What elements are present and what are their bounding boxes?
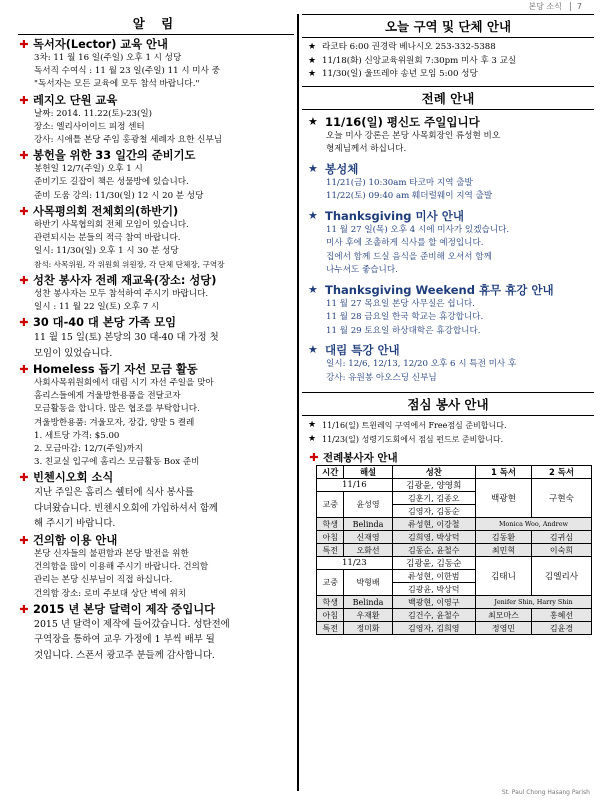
notice-heading [18,37,294,52]
service-table-body [317,479,592,635]
notice-line: 건의함을 많이 이용해 주시기 바랍니다. 건의함 [34,562,209,573]
notice-line: 날짜: 2014. 11.22(토)-23(일) [34,108,153,119]
notice-title: 독서자(Lector) 교육 안내 [33,38,168,51]
service-reading2: 이숙희 [532,544,592,557]
notice-heading [18,362,294,377]
service-row [317,531,592,544]
service-date: 11/16 [317,479,393,492]
service-commentary: 박형배 [344,570,392,596]
red-cross-icon: ✚ [19,204,29,218]
red-cross-icon: ✚ [19,602,29,616]
service-row [317,518,592,531]
service-reading2: 김엘리사 [532,557,592,596]
liturgy-body [302,224,594,278]
service-reading1: 김태니 [475,557,531,596]
notice-line: 강사: 시애틀 본당 주임 홍광철 세례자 요한 신부님 [34,135,223,146]
notice-line: 11 월 15 일(토) 본당의 30 대-40 대 가정 첫 [34,332,219,344]
service-eucharist: 류성현, 이강철 [392,518,475,531]
liturgy-line: 미사 후에 조촐하게 식사를 할 예정입니다. [326,238,484,248]
service-eucharist: 김훈기, 김종오 [392,492,475,505]
meal-item-text: 11/16(일) 트윈레익 구역에서 Free점심 준비합니다. [322,421,507,430]
liturgy-heading [302,282,594,298]
service-commentary: 오화선 [344,544,392,557]
liturgy-line: 11 월 28 금요일 한국 학교는 휴강합니다. [326,312,484,322]
service-time: 학생 [317,596,344,609]
notice-heading [18,93,294,108]
meal-item [302,433,594,447]
notice-heading [18,470,294,485]
service-reading2: 홍혜선 [532,609,592,622]
liturgy-line: 11/22(토) 09:40 am 훼더럴웨이 지역 출발 [326,191,493,201]
notice-line: 해 주시기 바랍니다. [34,518,116,530]
liturgy-body [302,358,594,385]
liturgy-line: 11/21(금) 10:30am 타코마 지역 출발 [326,177,473,188]
service-date-row [317,479,592,492]
service-eucharist: 김영자, 김동순 [392,505,475,518]
group-item-text: 11/30(일) 울뜨레야 송년 모임 5:00 성당 [322,69,478,79]
service-readings: Jenifer Shin, Harry Shin [475,596,591,609]
liturgy-line: 11 월 27 일(목) 오후 4 시에 미사가 있겠습니다. [326,224,510,235]
group-item [302,41,594,55]
liturgy-title-text: 대림 특강 안내 [325,343,400,357]
service-eucharist: 김건수, 윤철수 [392,609,475,622]
liturgy-heading [302,114,594,130]
service-reading1: 최모마스 [475,609,531,622]
notice-line: 2015 년 달력이 제작에 들어갔습니다. 성탄전에 [34,618,230,630]
notice-heading [18,148,294,163]
service-time: 특전 [317,544,344,557]
notice-line: 본당 신자들의 불편함과 본당 발전을 위한 [34,548,189,559]
liturgy-body [302,177,594,204]
service-eucharist: 김희영, 박상덕 [392,531,475,544]
notice-heading [18,204,294,219]
liturgy-line: 일시: 12/6, 12/13, 12/20 오후 6 시 특전 미사 후 [326,359,517,369]
notice-line: 관련되시는 분들의 적극 참여 바랍니다. [34,233,181,244]
notice-line: 참석: 사목위원, 각 위원회 위원장, 각 단체 단체장, 구역장 [34,260,225,270]
meal-item [302,419,594,433]
star-icon: ★ [308,69,317,79]
liturgy-title-text: Thanksgiving Weekend 휴무 휴강 안내 [325,282,554,297]
notice-line: 준비기도 길잡이 책은 성물방에 있습니다. [34,177,189,188]
liturgy-line: 집에서 함께 드실 음식을 준비해 오셔서 함께 [326,251,492,262]
star-icon: ★ [308,282,318,296]
liturgy-heading [302,342,594,358]
notice-body [18,330,294,361]
column-divider [297,14,299,791]
notice-line: 건의함 장소: 로비 주보대 상단 벽에 위치 [34,588,187,599]
notice-line: 일시 : 11 월 22 일(토) 오후 7 시 [34,301,160,312]
liturgy-title-text: 봉성체 [325,161,359,176]
liturgy-line: 11 월 27 목요일 본당 사무실은 쉽니다. [326,298,475,309]
notice-title: 사목평의회 전체회의(하반기) [33,204,179,218]
notice-line: 다녀왔습니다. 빈첸시오회에 가입하셔서 함께 [34,502,218,514]
service-eucharist: 김광윤, 박상덕 [392,583,475,596]
notice-title: 레지오 단원 교육 [33,93,118,107]
notice-title: 빈첸시오회 소식 [33,471,114,485]
service-commentary: Belinda [344,518,392,531]
notice-body [18,617,294,664]
red-cross-icon: ✚ [309,451,319,464]
col-reading2: 2 독서 [532,466,592,479]
notices-title: 알 림 [18,14,294,35]
page-number: 7 [570,2,582,11]
notices-column [18,14,294,663]
star-icon: ★ [308,42,317,52]
group-title: 오늘 구역 및 단체 안내 [302,14,594,38]
notice-title: 건의함 이용 안내 [33,533,118,547]
notice-line: 모임이 있었습니다. [34,347,113,359]
notice-line: 사회사목위원회에서 대림 시기 자선 주일을 맞아 [34,378,214,389]
service-reading1: 김동환 [475,531,531,544]
notice-body [18,52,294,92]
service-row [317,544,592,557]
service-eucharist: 김광윤, 김동순 [392,557,475,570]
service-commentary: 정미화 [344,622,392,635]
notice-body [18,485,294,532]
service-title-row [302,450,594,465]
service-reading2: 김윤경 [532,622,592,635]
notice-title: 30 대-40 대 본당 가족 모임 [33,316,177,330]
service-reading2: 구현숙 [532,479,592,518]
notice-body [18,548,294,601]
notice-line: 겨울방한용품: 겨울모자, 장갑, 양말 5 켤레 [34,417,195,428]
notice-body [18,108,294,148]
liturgy-title: 전례 안내 [302,86,594,110]
info-column [302,14,594,635]
notice-body [18,377,294,469]
service-time: 아침 [317,609,344,622]
star-icon: ★ [308,208,318,222]
red-cross-icon: ✚ [19,149,29,163]
notice-heading [18,533,294,548]
notice-body [18,219,294,272]
red-cross-icon: ✚ [19,533,29,547]
notice-line: 3차: 11 월 16 일(주일) 오후 1 시 성당 [34,53,182,63]
red-cross-icon: ✚ [19,471,29,485]
notice-line: 모금활동을 합니다. 많은 협조를 부탁합니다. [34,404,200,415]
liturgy-heading [302,208,594,224]
service-date: 11/23 [317,557,393,570]
notice-title: 봉헌을 위한 33 일간의 준비기도 [33,149,196,163]
service-eucharist: 김영자, 김희영 [392,622,475,635]
service-eucharist: 김광윤, 양영희 [392,479,475,492]
service-title: 전례봉사자 안내 [323,452,398,464]
notice-line: 성찬 봉사자는 모두 참석하여 주시기 바랍니다. [34,288,209,299]
service-reading2: 김귀심 [532,531,592,544]
service-time: 특전 [317,622,344,635]
service-commentary: 윤성영 [344,492,392,518]
footer: St. Paul Chong Hasang Parish [501,789,590,796]
service-row [317,609,592,622]
notice-line: 것입니다. 스폰서 광고주 분들께 감사합니다. [34,649,215,661]
group-item [302,68,594,82]
service-readings: Monica Woo, Andrew [475,518,591,531]
star-icon: ★ [308,343,318,356]
col-time: 시간 [317,466,344,479]
service-time: 교중 [317,492,344,518]
notices-list [18,37,294,663]
service-reading1: 정영민 [475,622,531,635]
meal-title: 점심 봉사 안내 [302,392,594,416]
notice-title: Homeless 돕기 자선 모금 활동 [33,363,198,377]
notice-line: 준비 도움 강의: 11/30(일) 12 시 20 분 성당 [34,190,204,201]
group-item-text: 11/18(화) 신앙교육위원회 7:30pm 미사 후 3 교실 [322,55,517,66]
notice-line: 봉헌일 12/7(주일) 오후 1 시 [34,164,143,175]
liturgy-title-text: 11/16(일) 평신도 주일입니다 [325,114,480,129]
red-cross-icon: ✚ [19,38,29,51]
meal-list [302,416,594,446]
liturgy-body [302,130,594,157]
notice-title: 성찬 봉사자 전례 재교육(장소: 성당) [33,273,217,287]
service-row [317,622,592,635]
group-item-text: 라코타 6:00 권경락 베나시오 253-332-5388 [322,42,496,52]
red-cross-icon: ✚ [19,93,29,107]
liturgy-title-text: Thanksgiving 미사 안내 [325,208,464,223]
notice-line: 관리는 본당 신부님이 직접 하십니다. [34,575,173,586]
service-reading1: 백광현 [475,479,531,518]
notice-line: 일시: 11/30(일) 오후 1 시 30 분 성당 [34,246,179,257]
star-icon: ★ [308,114,318,128]
notice-heading [18,315,294,330]
page-header [528,0,582,12]
notice-body [18,163,294,203]
star-icon: ★ [308,420,317,430]
col-eucharist: 성찬 [392,466,475,479]
meal-item-text: 11/23(일) 성령기도회에서 점심 펀드로 준비합니다. [322,434,504,444]
col-reading1: 1 독서 [475,466,531,479]
col-commentary: 해설 [344,466,392,479]
service-header-row [317,466,592,479]
star-icon: ★ [308,55,317,66]
service-table [316,465,592,635]
service-row [317,596,592,609]
red-cross-icon: ✚ [19,273,29,287]
notice-line: 2. 모금마감: 12/7(주일)까지 [34,444,143,455]
liturgy-line: 오늘 미사 강론은 본당 사목회장인 류성현 비오 [326,130,501,141]
header-section: 본당 소식 [528,1,562,11]
star-icon: ★ [308,161,318,175]
service-commentary: Belinda [344,596,392,609]
red-cross-icon: ✚ [19,363,29,377]
service-eucharist: 백광현, 이영구 [392,596,475,609]
liturgy-heading [302,161,594,177]
liturgy-list [302,110,594,393]
service-commentary: 신재영 [344,531,392,544]
notice-line: "독서자는 모든 교육에 모두 참석 바랍니다." [34,79,200,90]
service-eucharist: 김동순, 윤철수 [392,544,475,557]
service-time: 학생 [317,518,344,531]
notice-line: 장소: 엘리사이이드 피정 센터 [34,121,145,132]
notice-line: 1. 세트당 가격: $5.00 [34,430,120,441]
liturgy-body [302,298,594,339]
group-list [302,38,594,86]
notice-heading [18,273,294,288]
notice-line: 독서직 수여식 : 11 월 23 일(주일) 11 시 미사 중 [34,66,220,77]
notice-line: 구역장을 통하여 교우 가정에 1 부씩 배부 될 [34,634,215,646]
service-eucharist: 류성현, 이한범 [392,570,475,583]
notice-line: 3. 친교실 입구에 홈리스 모금활동 Box 준비 [34,457,200,468]
red-cross-icon: ✚ [19,316,29,330]
notice-line: 하반기 사목협의회 전체 모임이 있습니다. [34,219,189,230]
service-commentary: 우재환 [344,609,392,622]
service-time: 아침 [317,531,344,544]
liturgy-line: 11 월 29 토요일 하상대학은 휴강합니다. [326,325,481,336]
notice-heading [18,602,294,617]
star-icon: ★ [308,433,317,444]
group-item [302,55,594,69]
liturgy-line: 강사: 유원봉 아오스딩 신부님 [326,372,437,383]
service-time: 교중 [317,570,344,596]
service-date-row [317,557,592,570]
service-reading1: 최민혁 [475,544,531,557]
notice-title: 2015 년 본당 달력이 제작 중입니다 [33,602,216,616]
liturgy-line: 나누셔도 좋습니다. [326,265,398,275]
notice-line: 홈리스들에게 겨울방한용품을 전달코자 [34,391,181,402]
notice-line: 지난 주일은 홈리스 쉘터에 식사 봉사를 [34,487,194,499]
liturgy-line: 형제님께서 하십니다. [326,144,407,154]
notice-body [18,288,294,314]
